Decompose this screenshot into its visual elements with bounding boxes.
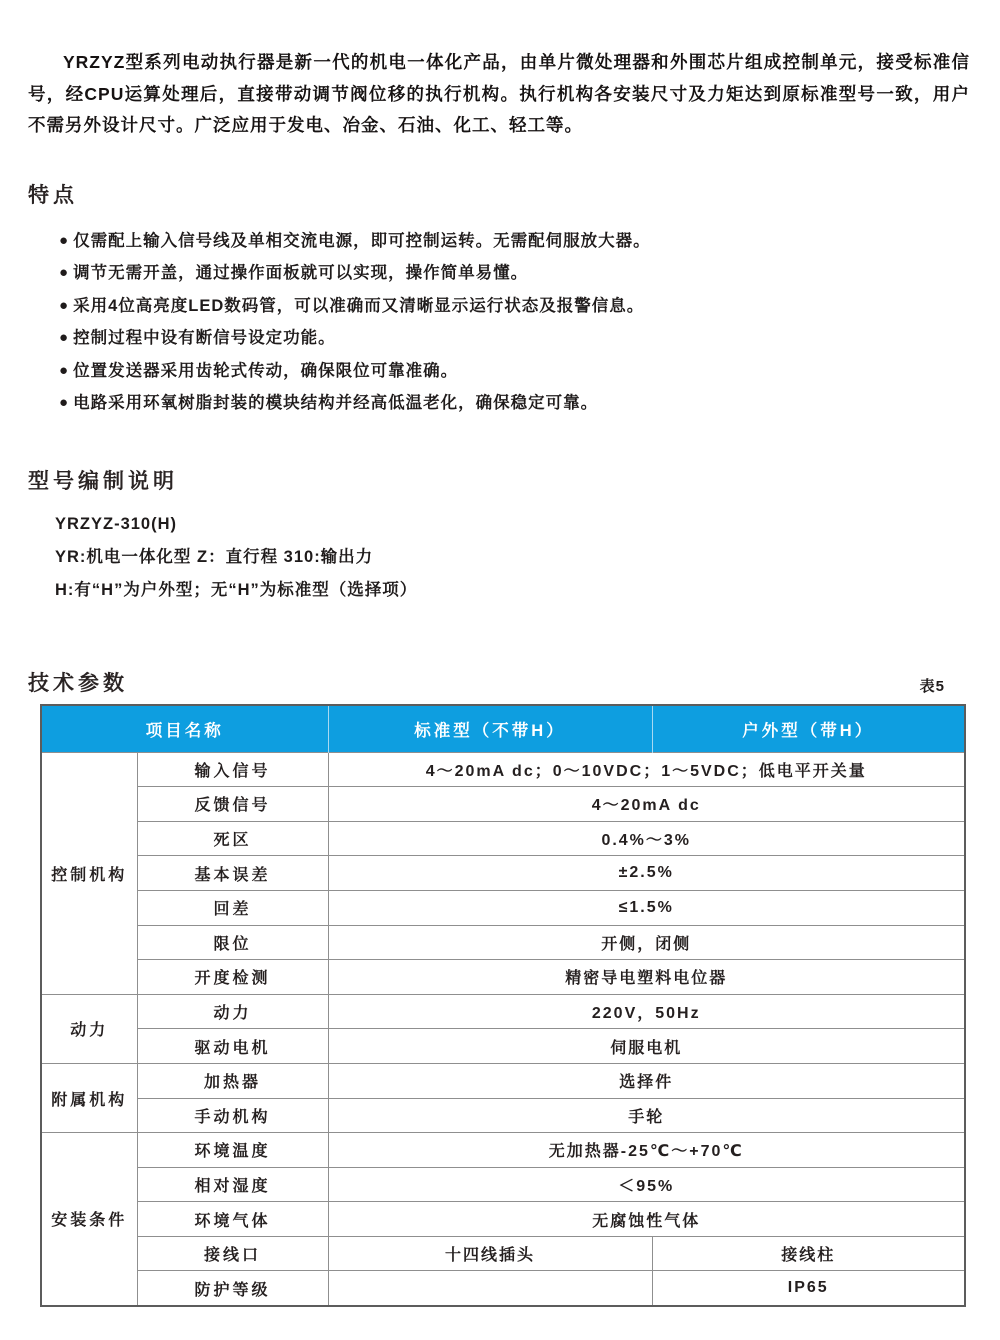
item-cell: 动力 xyxy=(137,994,328,1029)
feature-text: 调节无需开盖，通过操作面板就可以实现，操作简单易懂。 xyxy=(73,264,529,283)
group-cell-accessory-mechanism: 附属机构 xyxy=(41,1063,137,1132)
feature-text: 仅需配上输入信号线及单相交流电源，即可控制运转。无需配伺服放大器。 xyxy=(73,231,651,250)
table-row xyxy=(41,1236,965,1271)
bullet-icon: ● xyxy=(59,394,70,412)
table-row xyxy=(41,787,965,822)
bullet-icon: ● xyxy=(59,361,70,379)
bullet-icon: ● xyxy=(59,296,70,314)
item-cell: 基本误差 xyxy=(137,856,328,891)
value-cell-outdoor: 接线柱 xyxy=(652,1236,965,1271)
features-list xyxy=(28,225,970,421)
features-heading: 特点 xyxy=(28,183,78,207)
value-cell: 精密导电塑料电位器 xyxy=(328,960,965,995)
feature-text: 电路采用环氧树脂封装的模块结构并经高低温老化，确保稳定可靠。 xyxy=(73,394,599,413)
tech-parameters-heading: 技术参数 xyxy=(28,672,128,696)
item-cell: 回差 xyxy=(137,890,328,925)
value-cell-outdoor: IP65 xyxy=(652,1271,965,1306)
group-cell-installation-conditions: 安装条件 xyxy=(41,1133,137,1306)
model-designation-block xyxy=(55,508,970,607)
feature-item xyxy=(28,387,970,420)
intro-paragraph: YRZYZ型系列电动执行器是新一代的机电一体化产品，由单片微处理器和外围芯片组成控制单元，接受标准信号，经CPU运算处理后，直接带动调节阀位移的执行机构。执行机构各安装尺寸及力矩达到原标准型号一致，用户不需另外设计尺寸。广泛应用于发电、冶金、石油、化工、轻工等。 xyxy=(28,52,970,135)
table-row xyxy=(41,1098,965,1133)
table-header-row xyxy=(41,705,965,752)
feature-item xyxy=(28,225,970,258)
group-cell-control-mechanism: 控制机构 xyxy=(41,752,137,994)
table-row xyxy=(41,994,965,1029)
feature-item xyxy=(28,290,970,323)
item-cell: 驱动电机 xyxy=(137,1029,328,1064)
item-cell: 环境温度 xyxy=(137,1133,328,1168)
item-cell: 环境气体 xyxy=(137,1202,328,1237)
value-cell: 无腐蚀性气体 xyxy=(328,1202,965,1237)
value-cell-standard xyxy=(328,1271,652,1306)
value-cell: 手轮 xyxy=(328,1098,965,1133)
table-row xyxy=(41,821,965,856)
feature-text: 位置发送器采用齿轮式传动，确保限位可靠准确。 xyxy=(73,361,459,380)
feature-item xyxy=(28,355,970,388)
table-row xyxy=(41,1063,965,1098)
feature-text: 控制过程中设有断信号设定功能。 xyxy=(73,329,336,348)
model-code: YRZYZ-310(H) xyxy=(55,515,178,534)
item-cell: 死区 xyxy=(137,821,328,856)
model-code-legend: YR:机电一体化型 Z：直行程 310:输出力 xyxy=(55,548,374,567)
value-cell: ＜95% xyxy=(328,1167,965,1202)
value-cell: ±2.5% xyxy=(328,856,965,891)
value-cell: 0.4%～3% xyxy=(328,821,965,856)
value-cell-standard: 十四线插头 xyxy=(328,1236,652,1271)
item-cell: 加热器 xyxy=(137,1063,328,1098)
feature-text: 采用4位高亮度LED数码管，可以准确而又清晰显示运行状态及报警信息。 xyxy=(73,296,645,315)
bullet-icon: ● xyxy=(59,329,70,347)
table-number-tag: 表5 xyxy=(919,678,945,696)
value-cell: 伺服电机 xyxy=(328,1029,965,1064)
item-cell: 限位 xyxy=(137,925,328,960)
value-cell: 开侧，闭侧 xyxy=(328,925,965,960)
table-row xyxy=(41,1202,965,1237)
model-designation-heading: 型号编制说明 xyxy=(28,470,178,494)
table-row xyxy=(41,1029,965,1064)
table-row xyxy=(41,960,965,995)
table-row xyxy=(41,1167,965,1202)
item-cell: 输入信号 xyxy=(137,752,328,787)
table-row xyxy=(41,1133,965,1168)
model-code-option: H:有“H”为户外型；无“H”为标准型（选择项） xyxy=(55,581,418,600)
group-cell-power: 动力 xyxy=(41,994,137,1063)
item-cell: 防护等级 xyxy=(137,1271,328,1306)
feature-item xyxy=(28,322,970,355)
header-item-name: 项目名称 xyxy=(41,705,328,752)
table-row xyxy=(41,890,965,925)
value-cell: 无加热器-25℃～+70℃ xyxy=(328,1133,965,1168)
value-cell: 选择件 xyxy=(328,1063,965,1098)
table-row xyxy=(41,856,965,891)
value-cell: ≤1.5% xyxy=(328,890,965,925)
bullet-icon: ● xyxy=(59,231,70,249)
value-cell: 220V，50Hz xyxy=(328,994,965,1029)
table-row xyxy=(41,925,965,960)
bullet-icon: ● xyxy=(59,264,70,282)
item-cell: 反馈信号 xyxy=(137,787,328,822)
item-cell: 手动机构 xyxy=(137,1098,328,1133)
tech-caption-row xyxy=(28,667,945,697)
table-row xyxy=(41,752,965,787)
item-cell: 相对湿度 xyxy=(137,1167,328,1202)
value-cell: 4～20mA dc xyxy=(328,787,965,822)
header-outdoor-type: 户外型（带H） xyxy=(652,705,965,752)
item-cell: 接线口 xyxy=(137,1236,328,1271)
table-row xyxy=(41,1271,965,1306)
feature-item xyxy=(28,257,970,290)
header-standard-type: 标准型（不带H） xyxy=(328,705,652,752)
value-cell: 4～20mA dc；0～10VDC；1～5VDC；低电平开关量 xyxy=(328,752,965,787)
item-cell: 开度检测 xyxy=(137,960,328,995)
tech-parameters-table xyxy=(40,704,966,1307)
